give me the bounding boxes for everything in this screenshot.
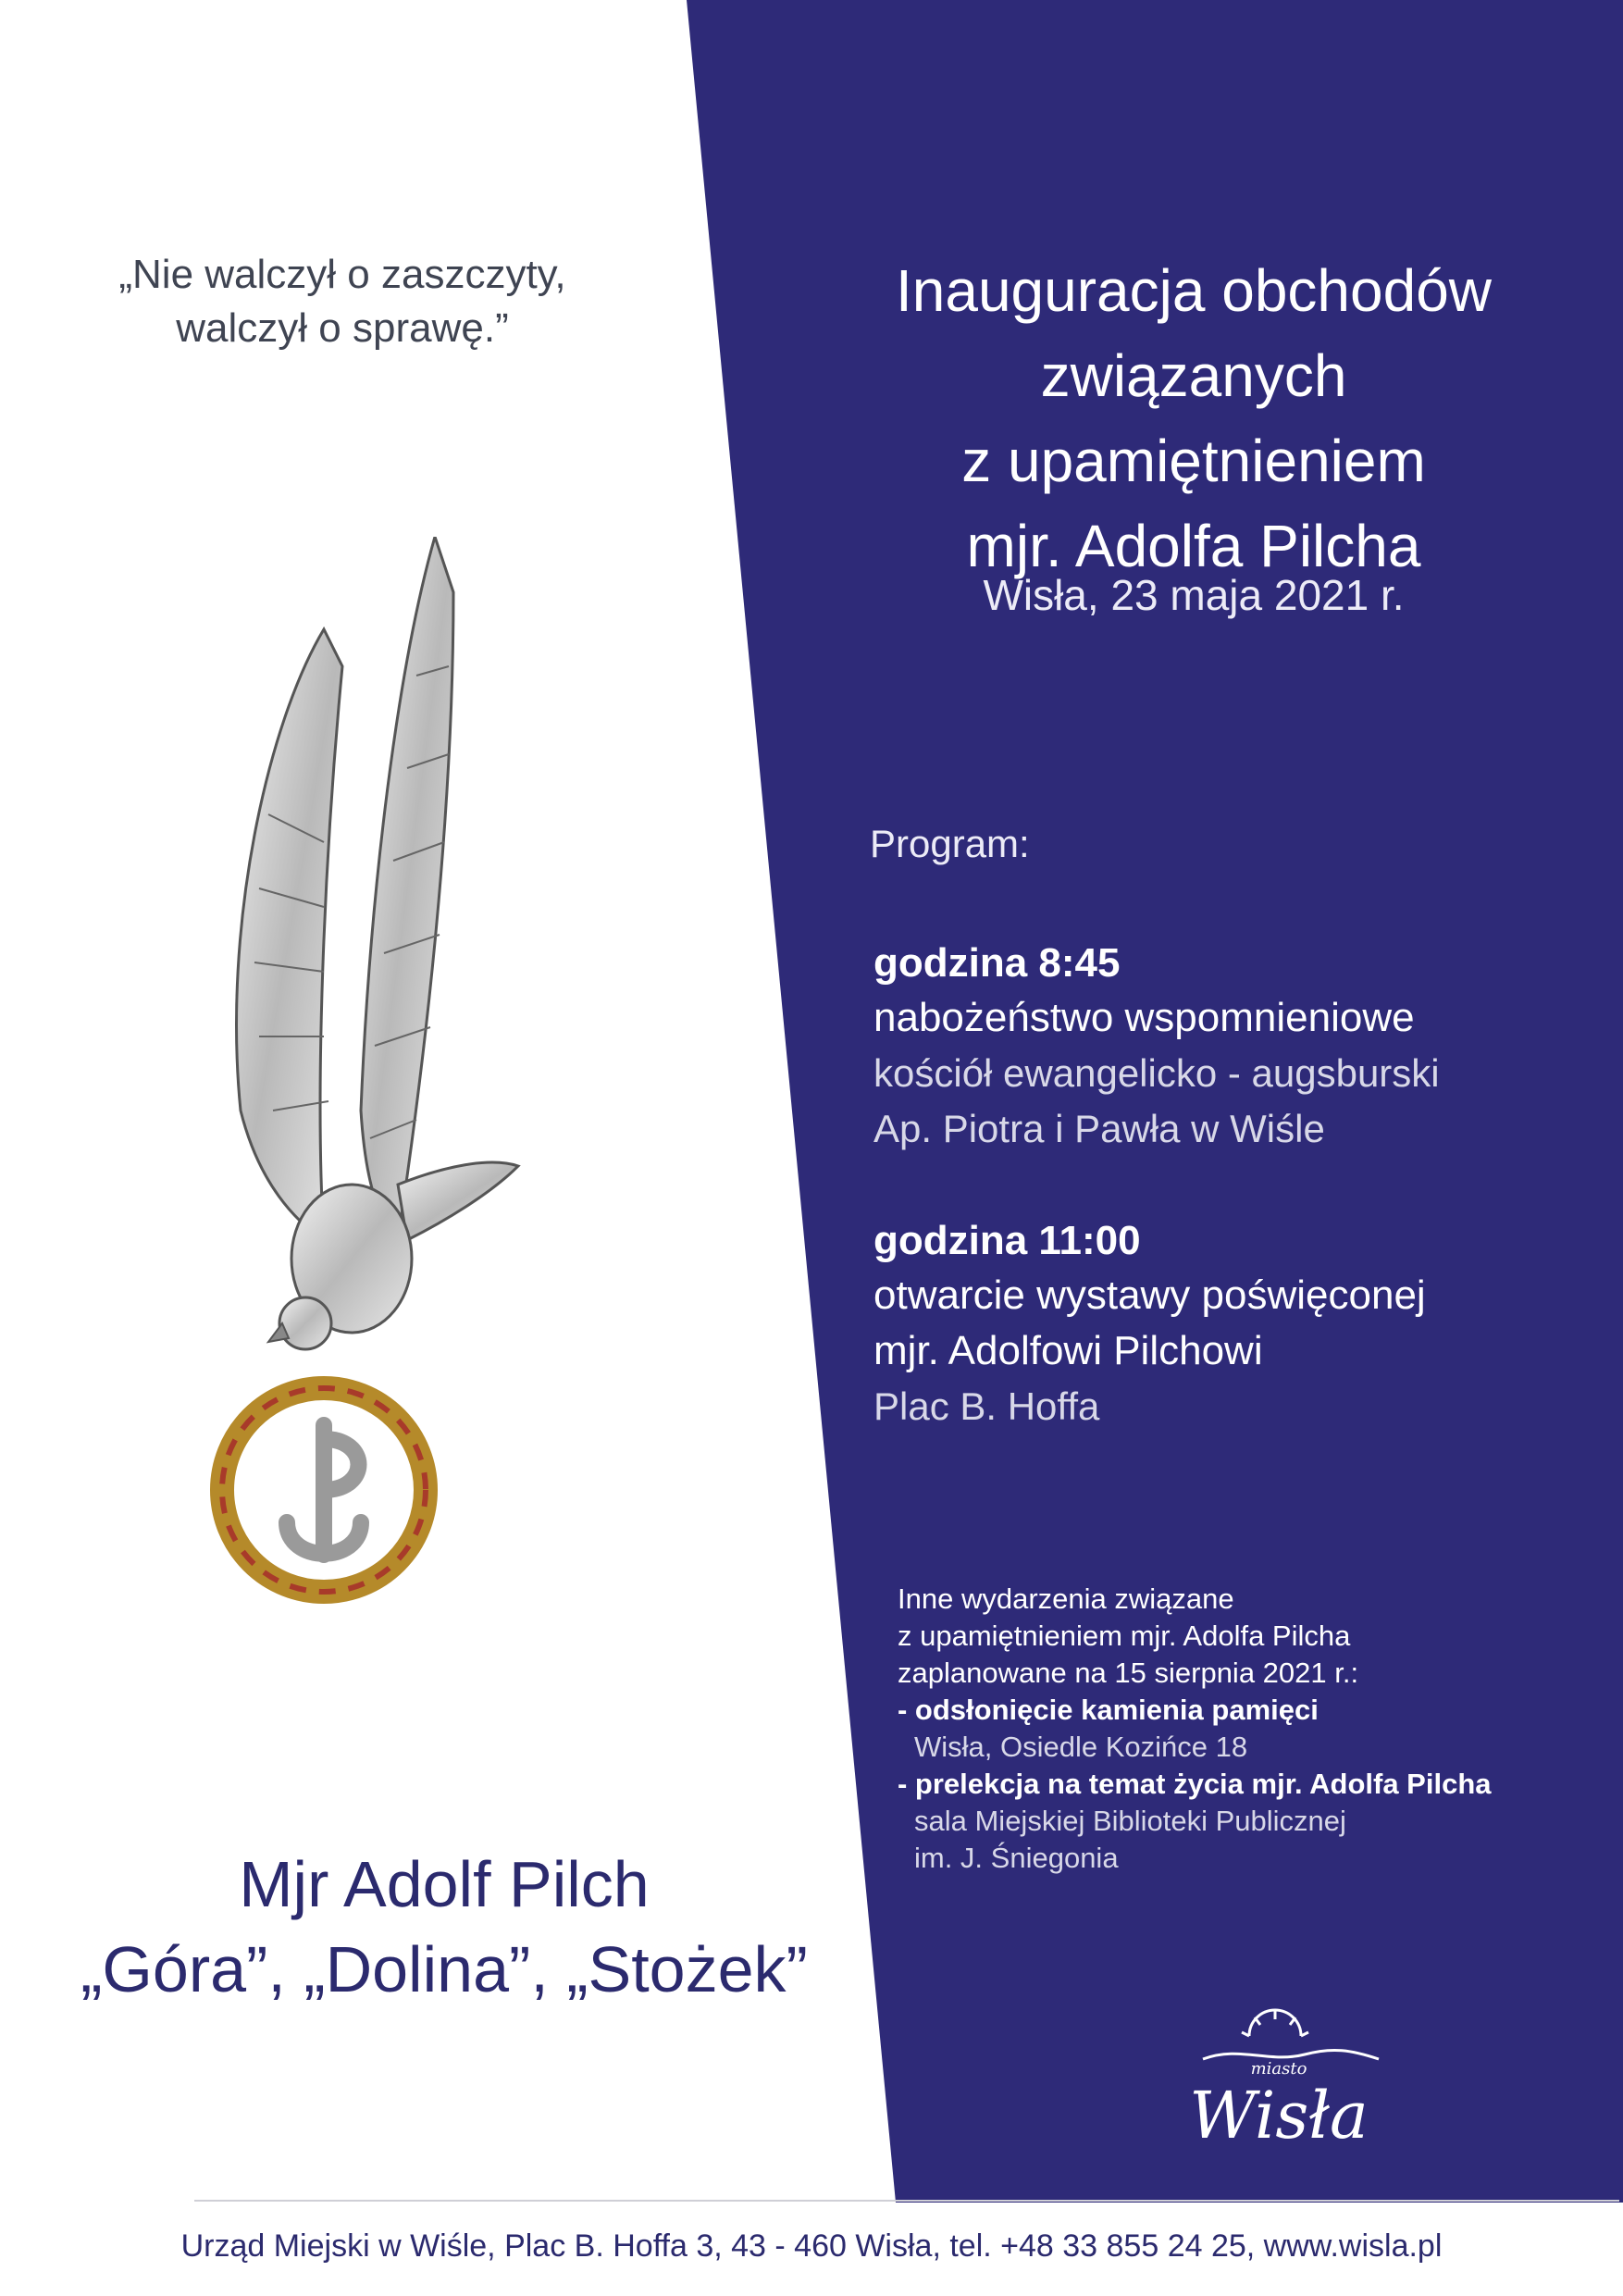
program-place: kościół ewangelicko - augsburski bbox=[873, 1051, 1440, 1095]
event-date: Wisła, 23 maja 2021 r. bbox=[983, 571, 1405, 619]
logo-text: Wisła bbox=[1189, 2078, 1369, 2153]
program-place: Plac B. Hoffa bbox=[873, 1384, 1100, 1428]
other-event-place: im. J. Śniegonia bbox=[914, 1842, 1119, 1874]
title-line-2: związanych bbox=[1040, 342, 1347, 409]
event-title bbox=[796, 248, 1592, 589]
other-event-title: - odsłonięcie kamienia pamięci bbox=[898, 1694, 1319, 1726]
person-block bbox=[37, 1842, 851, 2012]
other-intro: z upamiętnieniem mjr. Adolfa Pilcha bbox=[898, 1620, 1351, 1652]
quote-line-1: „Nie walczył o zaszczyty, bbox=[118, 252, 566, 297]
person-name: Mjr Adolf Pilch bbox=[239, 1848, 650, 1920]
program-item bbox=[873, 1214, 1595, 1434]
other-events bbox=[898, 1581, 1601, 1877]
program-time: godzina 11:00 bbox=[873, 1218, 1141, 1263]
program-event: mjr. Adolfowi Pilchowi bbox=[873, 1328, 1263, 1373]
title-line-3: z upamiętnieniem bbox=[961, 428, 1426, 494]
program-event: otwarcie wystawy poświęconej bbox=[873, 1272, 1426, 1318]
program-time: godzina 8:45 bbox=[873, 940, 1121, 986]
program-item bbox=[873, 937, 1595, 1157]
footer-contact: Urząd Miejski w Wiśle, Plac B. Hoffa 3, 43 - 460 Wisła, tel. +48 33 855 24 25, www.wisla.pl bbox=[180, 2228, 1443, 2264]
title-line-4: mjr. Adolfa Pilcha bbox=[966, 513, 1421, 579]
program-event: nabożeństwo wspomnieniowe bbox=[873, 995, 1415, 1040]
quote-line-2: walczył o sprawę.” bbox=[176, 305, 509, 351]
other-event-place: Wisła, Osiedle Kozińce 18 bbox=[914, 1731, 1248, 1763]
footer-divider bbox=[194, 2200, 1619, 2202]
person-nicknames: „Góra”, „Dolina”, „Stożek” bbox=[81, 1933, 808, 2005]
other-event-title: - prelekcja na temat życia mjr. Adolfa Pilcha bbox=[898, 1768, 1492, 1800]
program-label: Program: bbox=[870, 822, 1030, 865]
logo-small-text: miasto bbox=[1250, 2059, 1307, 2079]
other-intro: zaplanowane na 15 sierpnia 2021 r.: bbox=[898, 1657, 1359, 1689]
quote bbox=[65, 248, 620, 355]
other-intro: Inne wydarzenia związane bbox=[898, 1582, 1234, 1615]
title-line-1: Inauguracja obchodów bbox=[895, 257, 1493, 324]
eagle-badge-icon bbox=[185, 537, 537, 1629]
other-event-place: sala Miejskiej Biblioteki Publicznej bbox=[914, 1805, 1346, 1837]
program-place: Ap. Piotra i Pawła w Wiśle bbox=[873, 1107, 1325, 1150]
